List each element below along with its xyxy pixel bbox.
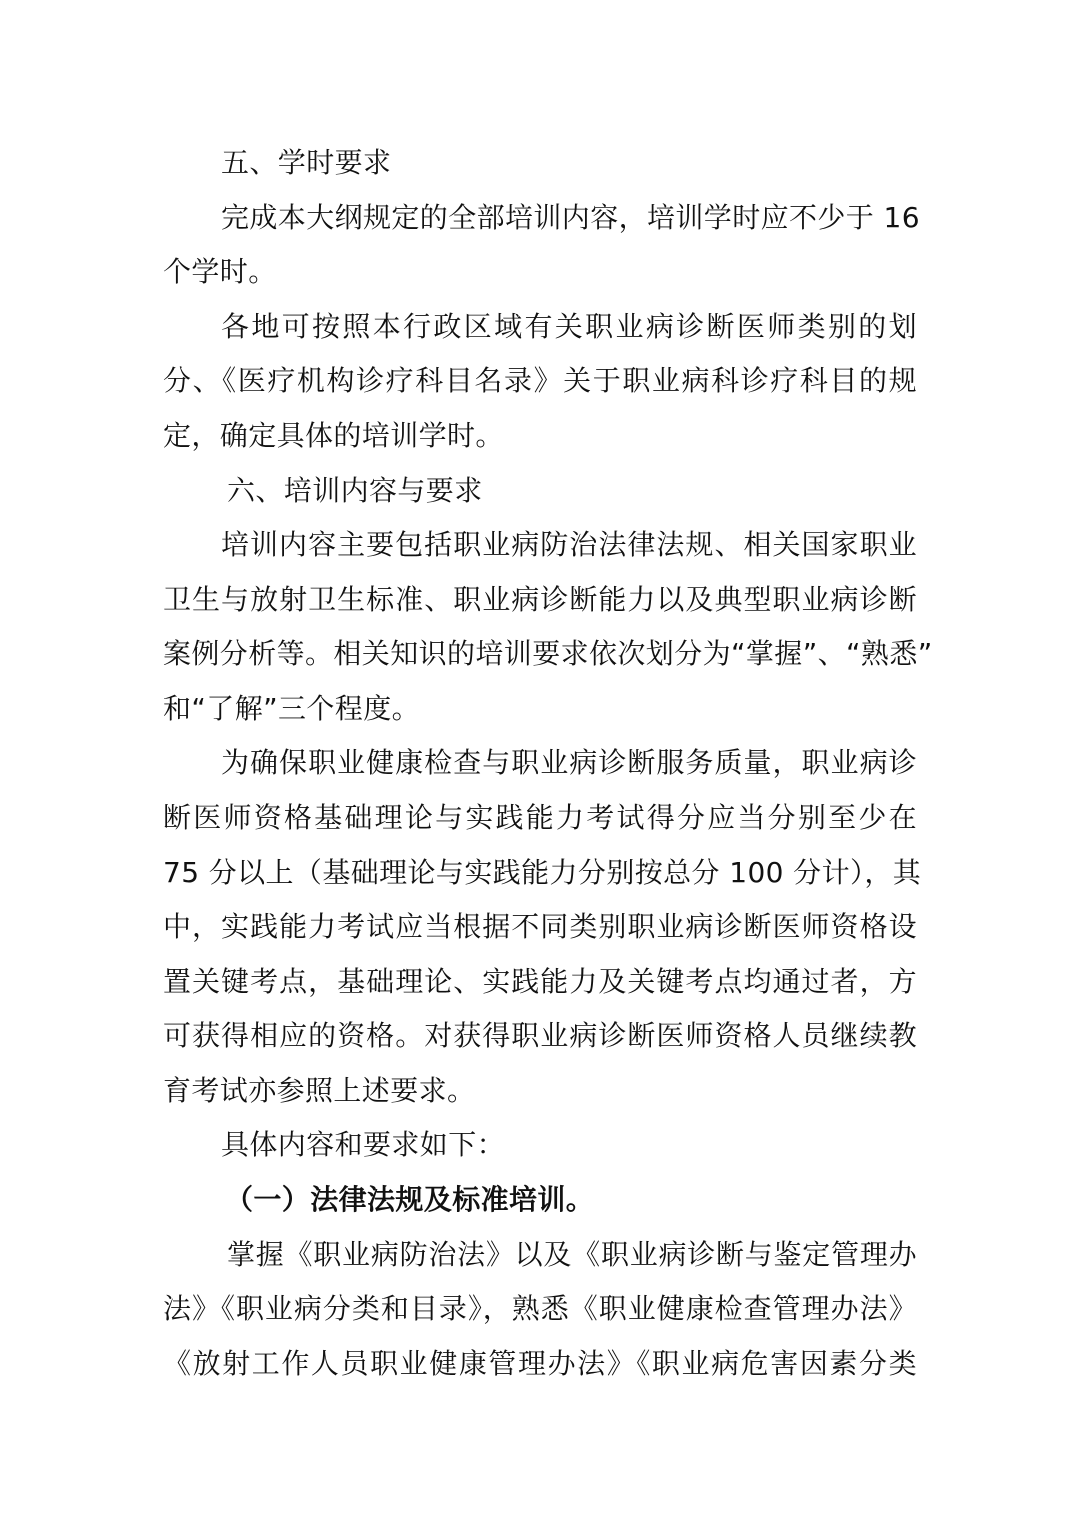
paragraph-line: 《放射工作人员职业健康管理办法》《职业病危害因素分类 <box>163 1347 917 1380</box>
paragraph-line: 75 分以上（基础理论与实践能力分别按总分 100 分计），其 <box>163 856 922 889</box>
paragraph-line: 法》《职业病分类和目录》，熟悉《职业健康检查管理办法》 <box>163 1292 917 1325</box>
paragraph-line: 断医师资格基础理论与实践能力考试得分应当分别至少在 <box>163 801 917 834</box>
subsection-heading-1: （一）法律法规及标准培训。 <box>225 1183 595 1216</box>
paragraph-line: 个学时。 <box>163 255 277 288</box>
paragraph-line: 可获得相应的资格。对获得职业病诊断医师资格人员继续教 <box>163 1019 917 1052</box>
paragraph-line: 为确保职业健康检查与职业病诊断服务质量，职业病诊 <box>221 746 917 779</box>
paragraph-line: 和“了解”三个程度。 <box>163 692 421 725</box>
paragraph-line: 置关键考点，基础理论、实践能力及关键考点均通过者，方 <box>163 965 917 998</box>
paragraph-line: 中，实践能力考试应当根据不同类别职业病诊断医师资格设 <box>163 910 917 943</box>
paragraph-line: 案例分析等。相关知识的培训要求依次划分为“掌握”、“熟悉” <box>163 637 933 670</box>
paragraph-line: 各地可按照本行政区域有关职业病诊断医师类别的划 <box>221 310 917 343</box>
paragraph-line: 掌握《职业病防治法》以及《职业病诊断与鉴定管理办 <box>227 1238 917 1271</box>
section-heading-5: 五、学时要求 <box>221 146 392 179</box>
paragraph-line: 培训内容主要包括职业病防治法律法规、相关国家职业 <box>221 528 917 561</box>
paragraph-line: 育考试亦参照上述要求。 <box>163 1074 476 1107</box>
paragraph-line: 完成本大纲规定的全部培训内容，培训学时应不少于 16 <box>221 201 920 234</box>
paragraph-line: 具体内容和要求如下： <box>221 1128 506 1161</box>
section-heading-6: 六、培训内容与要求 <box>227 474 483 507</box>
paragraph-line: 卫生与放射卫生标准、职业病诊断能力以及典型职业病诊断 <box>163 583 917 616</box>
paragraph-line: 分、《医疗机构诊疗科目名录》关于职业病科诊疗科目的规 <box>163 364 917 397</box>
paragraph-line: 定，确定具体的培训学时。 <box>163 419 504 452</box>
